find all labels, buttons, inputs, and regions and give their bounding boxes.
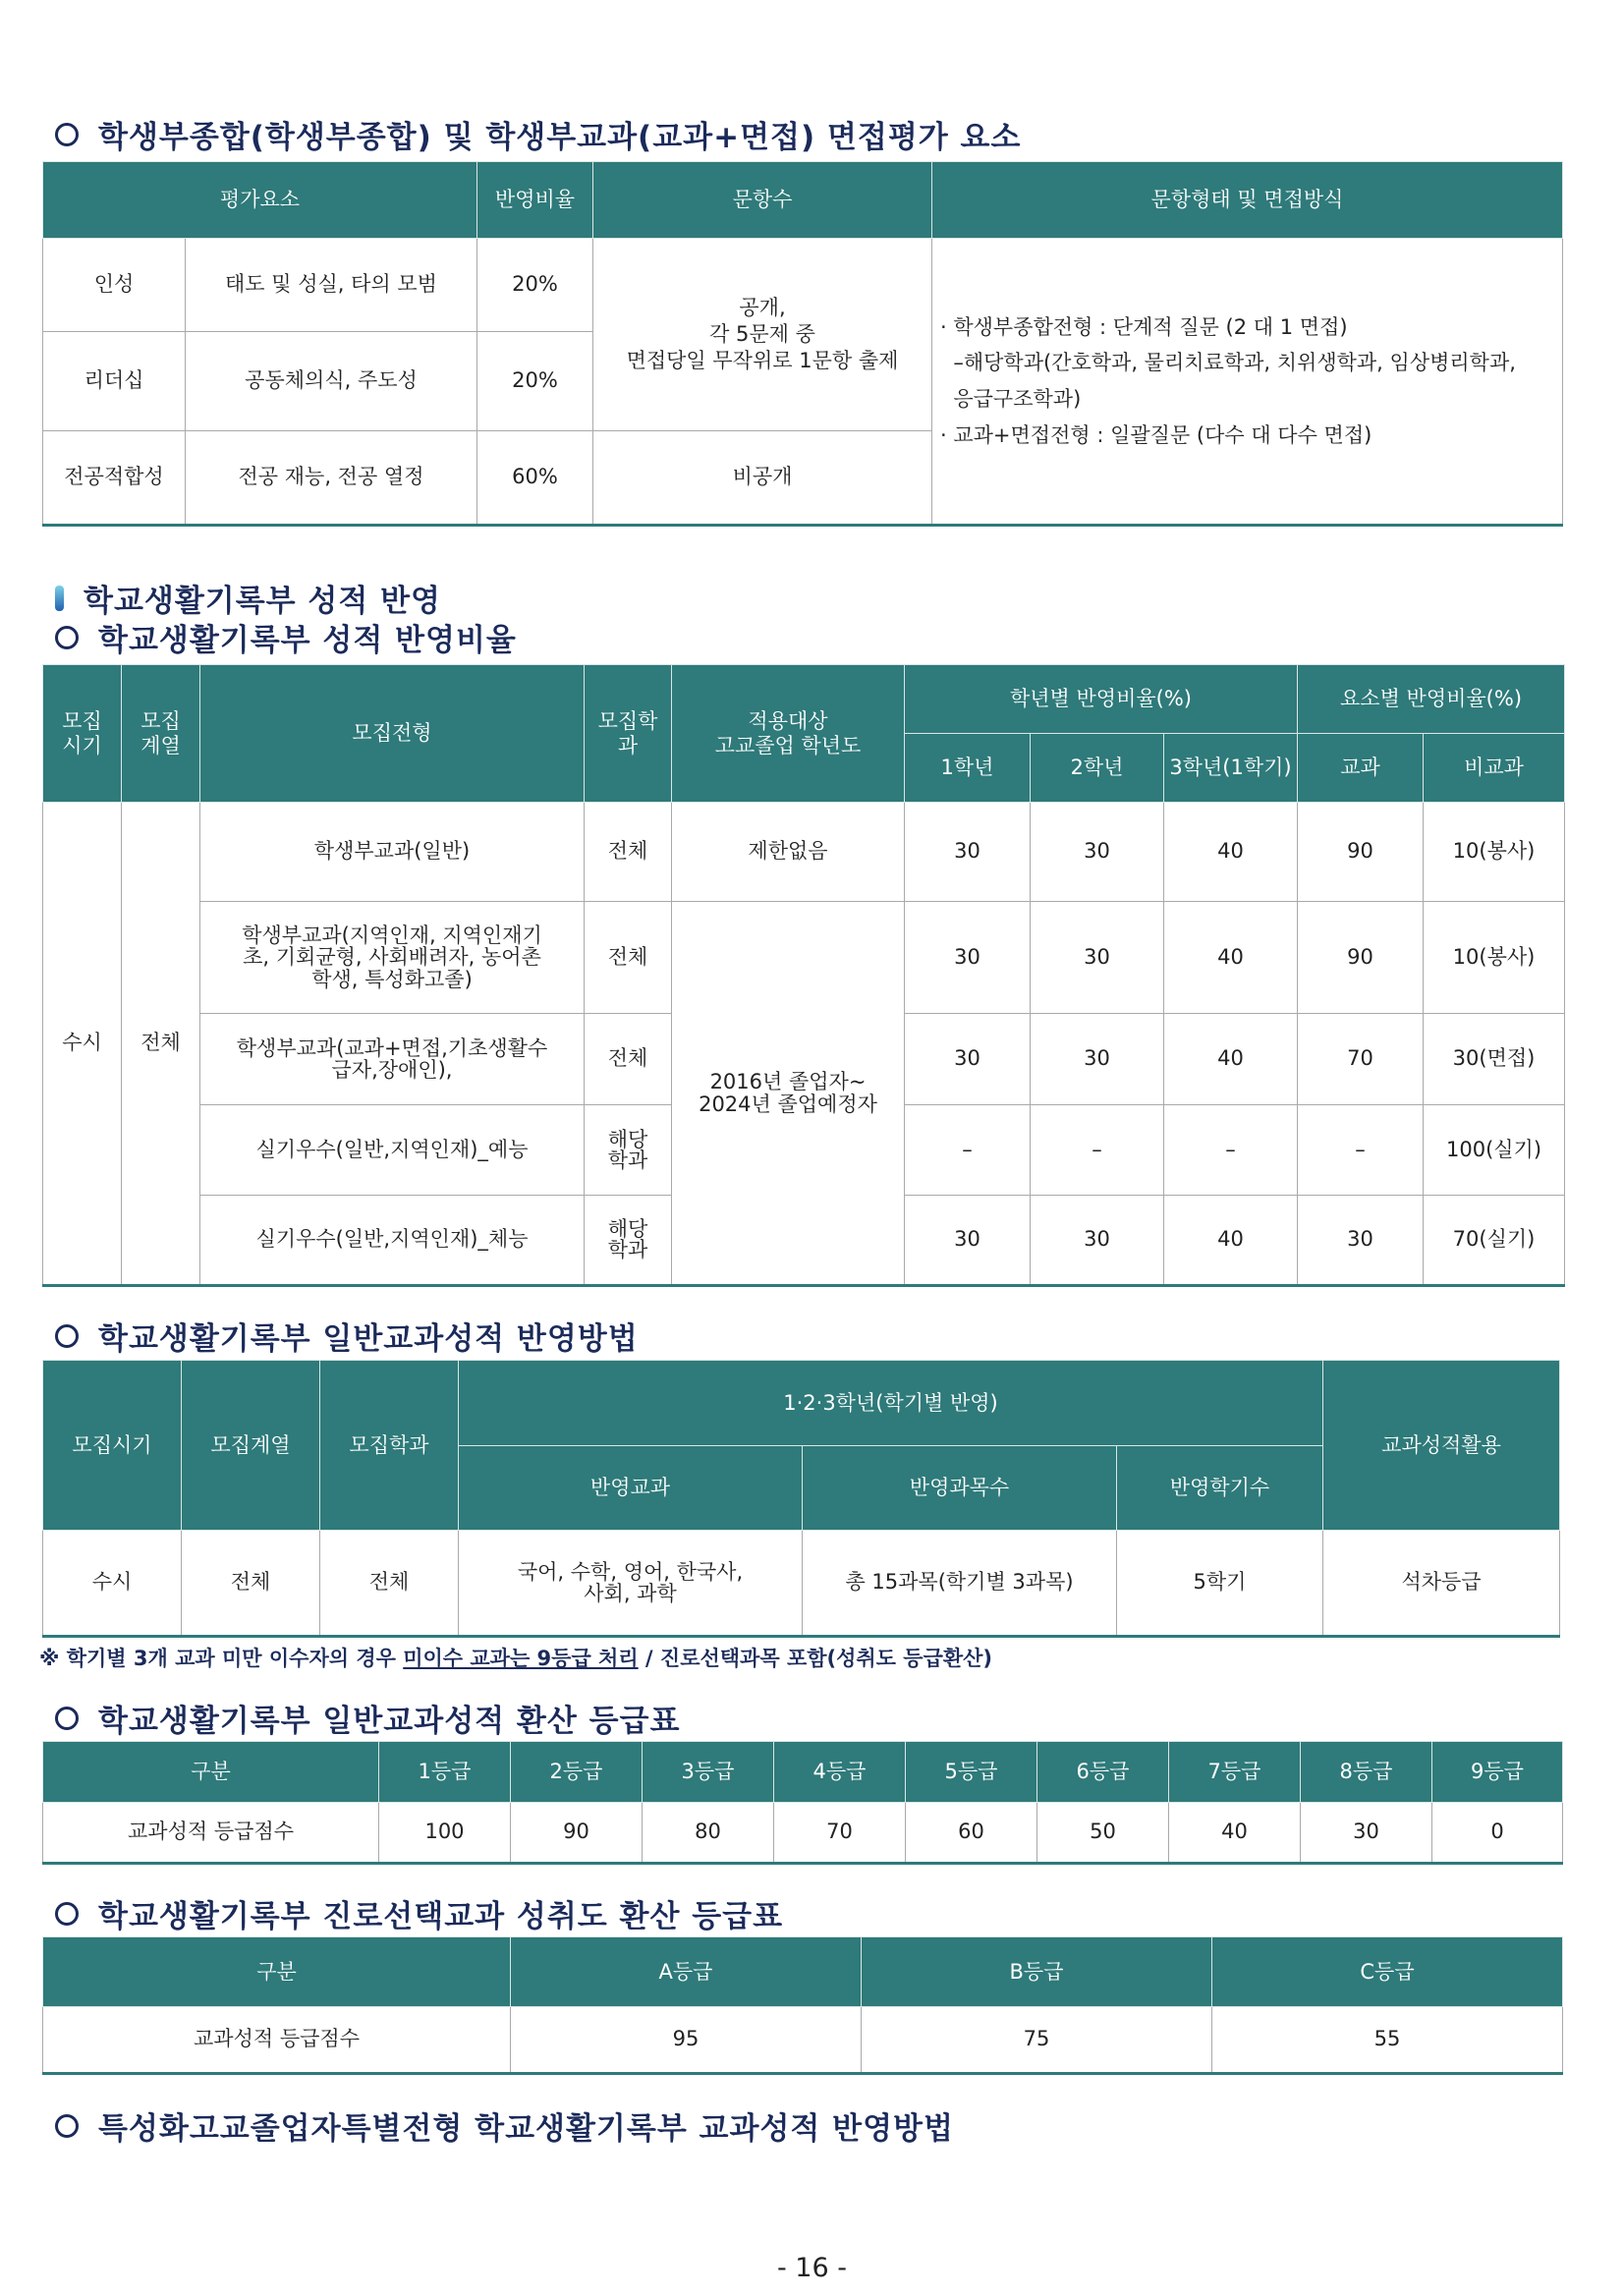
value-cell: 90 (1298, 902, 1424, 1014)
method-line: 응급구조학과) (940, 387, 1082, 411)
section-title: 특성화고교졸업자특별전형 학교생활기록부 교과성적 반영방법 (98, 2111, 954, 2147)
type-line: 실기우수(일반,지역인재)_체능 (255, 1227, 529, 1252)
criteria-desc: 공동체의식, 주도성 (186, 332, 477, 431)
header-grade: 9등급 (1432, 1742, 1563, 1803)
section-title: 학교생활기록부 성적 반영 (84, 584, 441, 619)
note-part: ※ 학기별 3개 교과 미만 이수자의 경우 (39, 1647, 404, 1670)
value-cell: 30 (905, 1196, 1031, 1286)
interview-method (932, 239, 1563, 526)
section-heading-interview (55, 112, 1021, 156)
method-line: · 교과+면접전형 : 일괄질문 (다수 대 다수 면접) (940, 422, 1372, 447)
criteria-desc: 전공 재능, 전공 열정 (186, 431, 477, 526)
criteria-ratio: 20% (477, 239, 593, 332)
recruit-time: 수시 (43, 803, 122, 1286)
grade-score: 90 (511, 1803, 643, 1864)
recruit-type (200, 902, 585, 1014)
type-line: 학생부교과(교과+면접,기초생활수 (236, 1036, 548, 1060)
value-cell: 30 (1031, 803, 1164, 902)
header-line: 모집 (140, 709, 181, 734)
section-heading-reflection-ratio (55, 615, 517, 659)
grade-score: 50 (1037, 1803, 1169, 1864)
question-count-open (593, 239, 932, 431)
target-graduates (672, 902, 905, 1286)
header-subjects: 반영교과 (459, 1446, 803, 1531)
dept-line: 해당 (607, 1217, 648, 1241)
value-cell: 30 (1298, 1196, 1424, 1286)
count-line: 면접당일 무작위로 1문항 출제 (626, 349, 899, 373)
header-semester-count: 반영학기수 (1117, 1446, 1323, 1531)
grade-score: 75 (862, 2007, 1212, 2074)
header-grade1: 1학년 (905, 734, 1031, 803)
header-grade-ratio: 학년별 반영비율(%) (905, 665, 1298, 734)
recruit-dept: 전체 (320, 1531, 459, 1637)
note-text (39, 1643, 992, 1672)
header-category: 구분 (43, 1937, 511, 2007)
header-grade: 7등급 (1169, 1742, 1301, 1803)
header-grade: 2등급 (511, 1742, 643, 1803)
grade-conversion-table (42, 1741, 1563, 1865)
type-line: 실기우수(일반,지역인재)_예능 (255, 1137, 529, 1161)
header-recruit-field (122, 665, 200, 803)
value-cell: 30 (1031, 1014, 1164, 1105)
header-recruit-time: 모집시기 (43, 1361, 182, 1531)
row-label: 교과성적 등급점수 (43, 1803, 379, 1864)
header-line: 적용대상 (748, 709, 828, 734)
recruit-dept (585, 902, 672, 1014)
value-cell: 40 (1164, 803, 1298, 902)
recruit-dept (585, 1196, 672, 1286)
criteria-desc: 태도 및 성실, 타의 모범 (186, 239, 477, 332)
section-heading-career-elective (55, 1891, 783, 1935)
header-recruit-dept (585, 665, 672, 803)
value-cell: – (1031, 1105, 1164, 1196)
value-cell: 30 (905, 902, 1031, 1014)
dept-line: 해당 (607, 1127, 648, 1151)
header-count: 문항수 (593, 162, 932, 239)
header-usage: 교과성적활용 (1323, 1361, 1560, 1531)
value-cell: 40 (1164, 1196, 1298, 1286)
header-line: 모집 (62, 709, 102, 734)
grade-score: 30 (1301, 1803, 1432, 1864)
section-title: 학교생활기록부 일반교과성적 환산 등급표 (98, 1704, 681, 1739)
circle-bullet-icon (55, 626, 79, 649)
target-line: 2024년 졸업예정자 (699, 1092, 877, 1116)
grade-score: 95 (511, 2007, 862, 2074)
header-line: 고교졸업 학년도 (714, 733, 862, 757)
header-line: 계열 (140, 733, 181, 757)
circle-bullet-icon (55, 1324, 79, 1348)
recruit-field: 전체 (122, 803, 200, 1286)
recruit-type (200, 1105, 585, 1196)
value-cell: 100(실기) (1424, 1105, 1565, 1196)
grade-score: 80 (643, 1803, 774, 1864)
count-line: 각 5문제 중 (709, 321, 815, 346)
value-cell: – (1298, 1105, 1424, 1196)
question-count-closed: 비공개 (593, 431, 932, 526)
dept-line: 전체 (607, 839, 648, 864)
type-line: 학생, 특성화고졸) (311, 967, 473, 991)
grade-usage: 석차등급 (1323, 1531, 1560, 1637)
header-target (672, 665, 905, 803)
criteria-name: 리더십 (43, 332, 186, 431)
header-category: 구분 (43, 1742, 379, 1803)
header-line: 과 (617, 733, 639, 757)
method-line: –해당학과(간호학과, 물리치료학과, 치위생학과, 임상병리학과, (940, 351, 1516, 375)
header-grade: B등급 (862, 1937, 1212, 2007)
note-part: / 진로선택과목 포함(성취도 등급환산) (638, 1647, 993, 1670)
section-heading-grade-reflection (55, 576, 441, 620)
grade-score: 55 (1212, 2007, 1563, 2074)
recruit-type (200, 1014, 585, 1105)
section-heading-grade-conversion (55, 1696, 680, 1740)
circle-bullet-icon (55, 1707, 79, 1730)
method-line: · 학생부종합전형 : 단계적 질문 (2 대 1 면접) (940, 314, 1348, 339)
target-unlimited: 제한없음 (672, 803, 905, 902)
bar-bullet-icon (55, 586, 64, 611)
header-grade: 3등급 (643, 1742, 774, 1803)
target-line: 2016년 졸업자~ (709, 1070, 867, 1094)
value-cell: 30(면접) (1424, 1014, 1565, 1105)
value-cell: 10(봉사) (1424, 803, 1565, 902)
header-non-subject: 비교과 (1424, 734, 1565, 803)
header-line: 모집학 (597, 709, 658, 734)
value-cell: – (905, 1105, 1031, 1196)
value-cell: 90 (1298, 803, 1424, 902)
criteria-name: 인성 (43, 239, 186, 332)
value-cell: – (1164, 1105, 1298, 1196)
header-recruit-time (43, 665, 122, 803)
value-cell: 70(실기) (1424, 1196, 1565, 1286)
page-number: - 16 - (776, 2253, 847, 2283)
criteria-name: 전공적합성 (43, 431, 186, 526)
grade-score: 60 (906, 1803, 1037, 1864)
recruit-dept (585, 1014, 672, 1105)
header-recruit-field: 모집계열 (182, 1361, 320, 1531)
section-title: 학생부종합(학생부종합) 및 학생부교과(교과+면접) 면접평가 요소 (98, 120, 1022, 155)
value-cell: 40 (1164, 902, 1298, 1014)
reflection-ratio-table (42, 664, 1565, 1287)
dept-line: 전체 (607, 1046, 648, 1071)
header-grade3: 3학년(1학기) (1164, 734, 1298, 803)
header-grade: 1등급 (379, 1742, 511, 1803)
header-subject: 교과 (1298, 734, 1424, 803)
header-recruit-type: 모집전형 (200, 665, 585, 803)
subject-count: 총 15과목(학기별 3과목) (803, 1531, 1117, 1637)
header-line: 시기 (62, 733, 102, 757)
count-line: 공개, (739, 295, 786, 319)
type-line: 학생부교과(일반) (313, 839, 471, 864)
dept-line: 전체 (607, 944, 648, 969)
value-cell: 30 (1031, 902, 1164, 1014)
value-cell: 10(봉사) (1424, 902, 1565, 1014)
header-recruit-dept: 모집학과 (320, 1361, 459, 1531)
grade-score: 70 (774, 1803, 906, 1864)
dept-line: 학과 (607, 1238, 648, 1261)
section-heading-vocational (55, 2103, 954, 2148)
recruit-type (200, 803, 585, 902)
header-subject-count: 반영과목수 (803, 1446, 1117, 1531)
general-subject-method-table (42, 1360, 1560, 1638)
semester-count: 5학기 (1117, 1531, 1323, 1637)
reflected-subjects: 국어, 수학, 영어, 한국사, 사회, 과학 (459, 1531, 803, 1637)
recruit-field: 전체 (182, 1531, 320, 1637)
header-grade2: 2학년 (1031, 734, 1164, 803)
header-grade: 5등급 (906, 1742, 1037, 1803)
grade-score: 100 (379, 1803, 511, 1864)
recruit-time: 수시 (43, 1531, 182, 1637)
header-element-ratio: 요소별 반영비율(%) (1298, 665, 1565, 734)
value-cell: 30 (905, 803, 1031, 902)
grade-score: 40 (1169, 1803, 1301, 1864)
career-elective-conversion-table (42, 1936, 1563, 2075)
circle-bullet-icon (55, 123, 79, 146)
recruit-type (200, 1196, 585, 1286)
value-cell: 40 (1164, 1014, 1298, 1105)
criteria-ratio: 20% (477, 332, 593, 431)
row-label: 교과성적 등급점수 (43, 2007, 511, 2074)
header-grade: 8등급 (1301, 1742, 1432, 1803)
section-title: 학교생활기록부 진로선택교과 성취도 환산 등급표 (98, 1899, 784, 1934)
note-underlined: 미이수 교과는 9등급 처리 (403, 1647, 639, 1670)
header-criteria: 평가요소 (43, 162, 477, 239)
recruit-dept (585, 1105, 672, 1196)
header-ratio: 반영비율 (477, 162, 593, 239)
grade-score: 0 (1432, 1803, 1563, 1864)
criteria-ratio: 60% (477, 431, 593, 526)
section-title: 학교생활기록부 일반교과성적 반영방법 (98, 1321, 639, 1357)
header-grade: A등급 (511, 1937, 862, 2007)
circle-bullet-icon (55, 2114, 79, 2138)
section-title: 학교생활기록부 성적 반영비율 (98, 623, 517, 658)
recruit-dept (585, 803, 672, 902)
value-cell: 30 (905, 1014, 1031, 1105)
header-grade: 6등급 (1037, 1742, 1169, 1803)
type-line: 초, 기회균형, 사회배려자, 농어촌 (243, 945, 541, 970)
value-cell: 30 (1031, 1196, 1164, 1286)
type-line: 급자,장애인), (331, 1058, 453, 1082)
header-grade: C등급 (1212, 1937, 1563, 2007)
header-grade-years: 1·2·3학년(학기별 반영) (459, 1361, 1323, 1446)
interview-criteria-table (42, 161, 1563, 527)
circle-bullet-icon (55, 1902, 79, 1926)
section-heading-general-subject (55, 1314, 639, 1358)
type-line: 학생부교과(지역인재, 지역인재기 (242, 924, 542, 948)
header-method: 문항형태 및 면접방식 (932, 162, 1563, 239)
dept-line: 학과 (607, 1148, 648, 1172)
header-grade: 4등급 (774, 1742, 906, 1803)
value-cell: 70 (1298, 1014, 1424, 1105)
